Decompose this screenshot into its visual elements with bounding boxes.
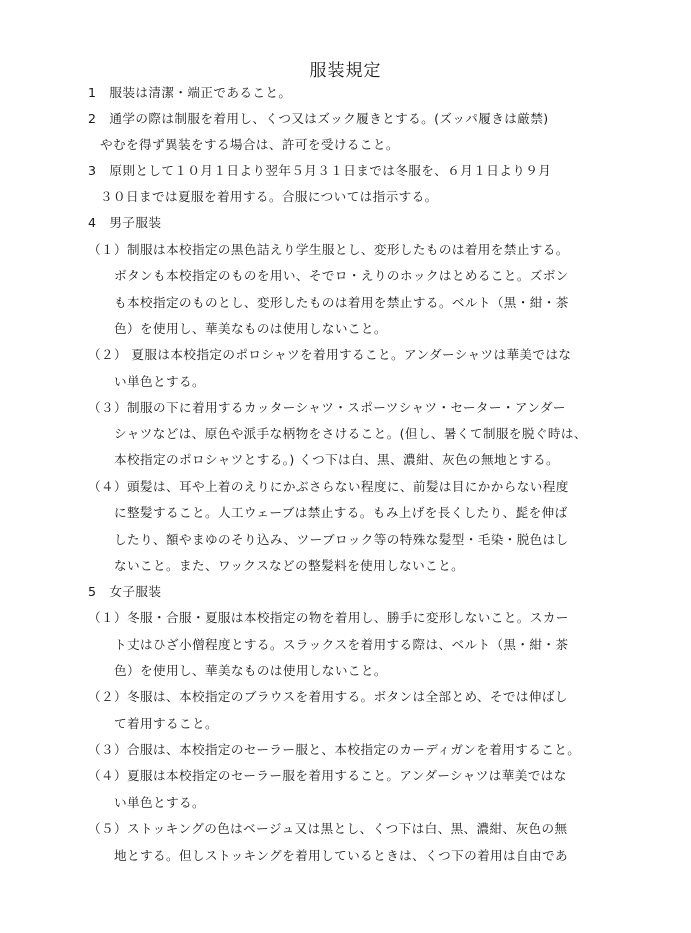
text-line: したり、額やまゆのそり込み、ツーブロック等の特殊な髪型・毛染・脱色はし	[114, 532, 569, 547]
text-line: シャツなどは、原色や派手な柄物をさけること。(但し、暑くて制服を脱ぐ時は、	[114, 426, 587, 441]
text-line: （２） 夏服は本校指定のポロシャツを着用すること。アンダーシャツは華美ではな	[88, 347, 572, 362]
text-line: 色）を使用し、華美なものは使用しないこと。	[114, 321, 387, 336]
text-line: ないこと。また、ワックスなどの整髪料を使用しないこと。	[114, 558, 465, 573]
text-line: 本校指定のポロシャツとする。) くつ下は白、黒、濃紺、灰色の無地とする。	[114, 452, 559, 467]
text-line: 3 原則として１０月１日より翌年５月３１日までは冬服を、６月１日より９月	[88, 163, 552, 178]
text-line: （３）合服は、本校指定のセーラー服と、本校指定のカーディガンを着用すること。	[88, 742, 581, 757]
text-line: （５）ストッキングの色はベージュ又は黒とし、くつ下は白、黒、濃紺、灰色の無	[88, 821, 568, 836]
text-line: やむを得ず異装をする場合は、許可を受けること。	[100, 137, 399, 152]
text-line: （４）夏服は本校指定のセーラー服を着用すること。アンダーシャツは華美ではな	[88, 768, 567, 783]
text-line: い単色とする。	[114, 795, 205, 810]
text-line: 地とする。但しストッキングを着用しているときは、くつ下の着用は自由であ	[114, 848, 569, 863]
text-line: ボタンも本校指定のものを用い、そでロ・えりのホックはとめること。ズボン	[114, 268, 569, 283]
text-line: い単色とする。	[114, 374, 205, 389]
text-line: て着用すること。	[114, 716, 218, 731]
text-line: ３０日までは夏服を着用する。合服については指示する。	[100, 189, 438, 204]
document-title: 服装規定	[309, 61, 382, 81]
text-line: に整髪すること。人工ウェーブは禁止する。もみ上げを長くしたり、髭を伸ば	[114, 505, 568, 520]
text-line: 4 男子服装	[88, 215, 162, 230]
text-line: も本校指定のものとし、変形したものは着用を禁止する。ベルト（黒・紺・茶	[114, 295, 569, 310]
text-line: （１）冬服・合服・夏服は本校指定の物を着用し、勝手に変形しないこと。スカー	[88, 610, 569, 625]
text-line: 色）を使用し、華美なものは使用しないこと。	[114, 663, 387, 678]
text-line: 1 服装は清潔・端正であること。	[88, 85, 292, 100]
text-line: （３）制服の下に着用するカッターシャツ・スポーツシャツ・セーター・アンダー	[88, 400, 566, 415]
text-line: （２）冬服は、本校指定のブラウスを着用する。ボタンは全部とめ、そでは伸ばし	[88, 689, 568, 704]
text-line: （４）頭髪は、耳や上着のえりにかぶさらない程度に、前髪は目にかからない程度	[88, 479, 569, 494]
text-line: 5 女子服装	[88, 584, 162, 599]
text-line: 2 通学の際は制服を着用し、くつ又はズック履きとする。(ズッパ履きは厳禁)	[88, 111, 549, 126]
text-line: ト丈はひざ小僧程度とする。スラックスを着用する際は、ベルト（黒・紺・茶	[114, 637, 569, 652]
text-line: （１）制服は本校指定の黒色詰えり学生服とし、変形したものは着用を禁止する。	[88, 242, 569, 257]
